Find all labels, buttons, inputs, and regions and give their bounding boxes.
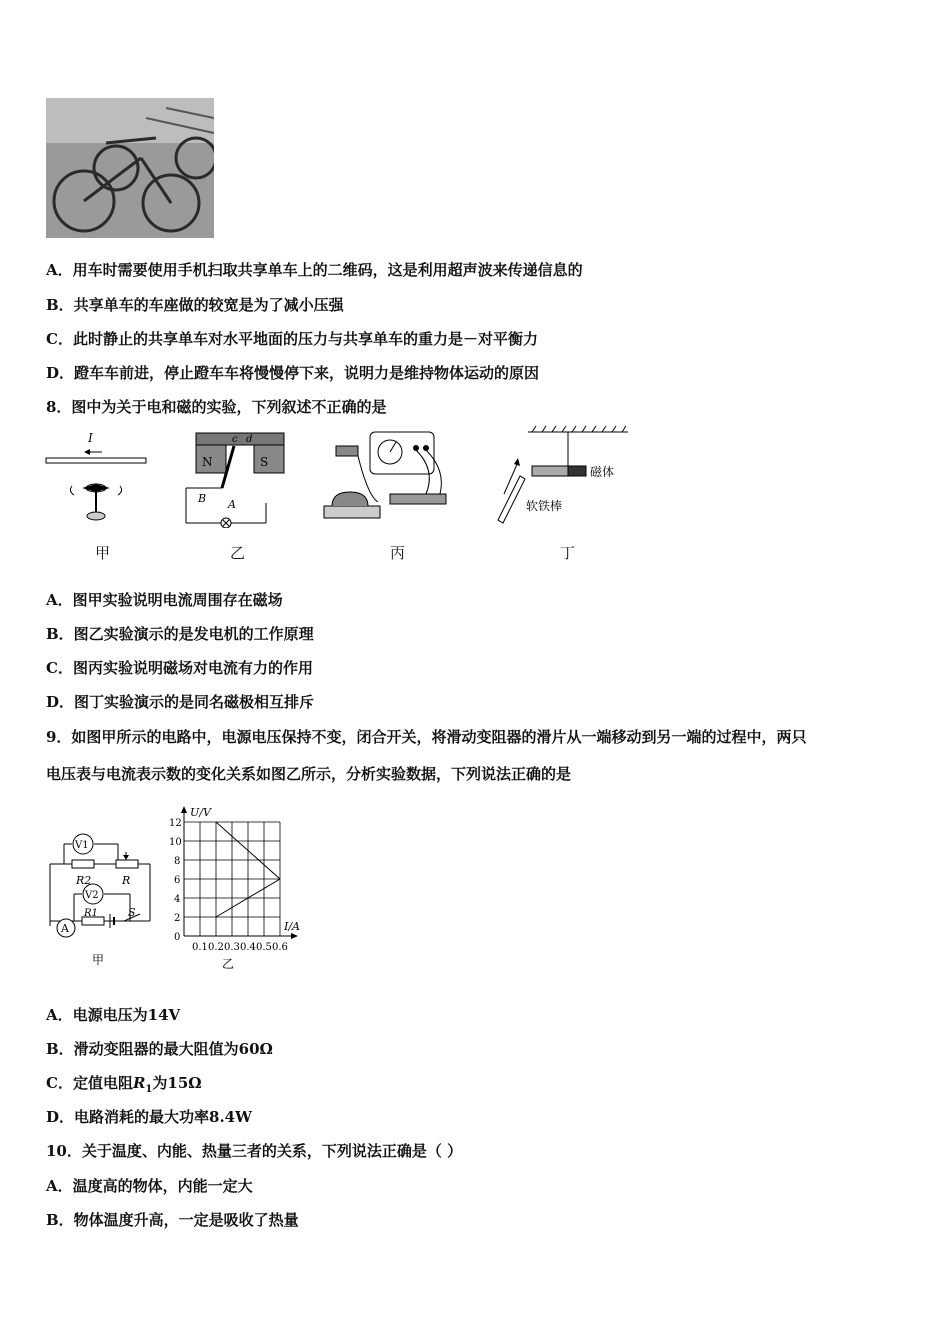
q10-stem: 10．关于温度、内能、热量三者的关系，下列说法正确是（ ）: [46, 1142, 463, 1160]
figure-ding: [490, 424, 630, 534]
label-c: c: [232, 434, 238, 445]
y-tick-label: 2: [174, 913, 181, 924]
bike-photo: [46, 98, 214, 238]
north-pole-label: N: [202, 455, 213, 469]
v1-label: V1: [75, 840, 89, 851]
q9-option-c-symbol: R: [132, 1074, 146, 1092]
v2-label: V2: [85, 890, 99, 901]
q9-option-c-post: 为15Ω: [152, 1074, 202, 1092]
q8-stem: 8．图中为关于电和磁的实验，下列叙述不正确的是: [46, 398, 387, 416]
rod-label: 软铁棒: [526, 499, 563, 513]
circuit-caption: 甲: [92, 953, 105, 967]
q8-option-d: D．图丁实验演示的是同名磁极相互排斥: [46, 693, 315, 711]
q9-option-c: [46, 1073, 202, 1100]
q7-option-b: B．共享单车的车座做的较宽是为了减小压强: [46, 296, 344, 314]
q8-option-c: C．图丙实验说明磁场对电流有力的作用: [46, 659, 313, 677]
q9-option-d: D．电路消耗的最大功率8.4W: [46, 1108, 252, 1126]
r2-label: R2: [76, 874, 92, 887]
x-tick-label: 0.3: [224, 942, 240, 953]
circuit-diagram: [44, 826, 159, 971]
x-axis-arrow: [291, 933, 298, 939]
figure-jia: [44, 428, 154, 528]
q7-option-c: C．此时静止的共享单车对水平地面的压力与共享单车的重力是－对平衡力: [46, 330, 538, 348]
y-tick-label: 10: [169, 837, 182, 848]
y-tick-label: 12: [169, 818, 182, 829]
x-axis-label: I/A: [284, 920, 300, 933]
q9-option-a: A．电源电压为14V: [46, 1006, 181, 1024]
chart-caption: 乙: [222, 957, 235, 971]
q9-option-c-sub: 1: [145, 1084, 153, 1095]
label-a: A: [228, 498, 236, 511]
caption-yi: 乙: [230, 544, 246, 562]
caption-ding: 丁: [560, 544, 576, 562]
y-axis-label: U/V: [190, 806, 211, 819]
magnet-label: 磁体: [590, 465, 615, 479]
q7-option-a: A．用车时需要使用手机扫取共享单车上的二维码，这是利用超声波来传递信息的: [46, 261, 583, 279]
y-tick-label: 8: [174, 856, 181, 867]
caption-bing: 丙: [390, 544, 406, 562]
q8-option-a: A．图甲实验说明电流周围存在磁场: [46, 591, 283, 609]
ammeter-label: A: [61, 922, 69, 935]
q7-option-d: D．蹬车车前进，停止蹬车车将慢慢停下来，说明力是维持物体运动的原因: [46, 364, 540, 382]
q8-option-b: B．图乙实验演示的是发电机的工作原理: [46, 625, 314, 643]
figure-bing: [318, 428, 458, 528]
y-tick-label: 4: [174, 894, 181, 905]
y-axis-arrow: [181, 806, 187, 813]
q9-stem-line1: 9．如图甲所示的电路中，电源电压保持不变，闭合开关，将滑动变阻器的滑片从一端移动到另一端的过程中，两只: [46, 728, 807, 746]
x-tick-label: 0.4: [240, 942, 256, 953]
current-label: I: [88, 431, 93, 445]
q10-option-a: A．温度高的物体，内能一定大: [46, 1177, 253, 1195]
r1-label: R1: [84, 908, 98, 919]
q9-option-c-pre: C．定值电阻: [46, 1074, 133, 1092]
q9-option-b: B．滑动变阻器的最大阻值为60Ω: [46, 1040, 273, 1058]
x-tick-label: 0.6: [272, 942, 288, 953]
y-tick-label: 6: [174, 875, 181, 886]
q9-stem-line2: 电压表与电流表示数的变化关系如图乙所示，分析实验数据，下列说法正确的是: [46, 765, 572, 783]
figure-yi: [182, 428, 292, 528]
label-d: d: [246, 434, 253, 445]
caption-jia: 甲: [95, 544, 111, 562]
x-tick-label: 0.5: [256, 942, 272, 953]
q10-option-b: B．物体温度升高，一定是吸收了热量: [46, 1211, 299, 1229]
south-pole-label: S: [260, 455, 269, 469]
switch-label: S: [128, 906, 136, 919]
x-tick-label: 0.2: [208, 942, 224, 953]
label-b: B: [198, 492, 207, 505]
y-tick-label: 0: [174, 932, 181, 943]
r-label: R: [122, 874, 131, 887]
ui-chart: [160, 804, 310, 974]
x-tick-label: 0.1: [192, 942, 208, 953]
